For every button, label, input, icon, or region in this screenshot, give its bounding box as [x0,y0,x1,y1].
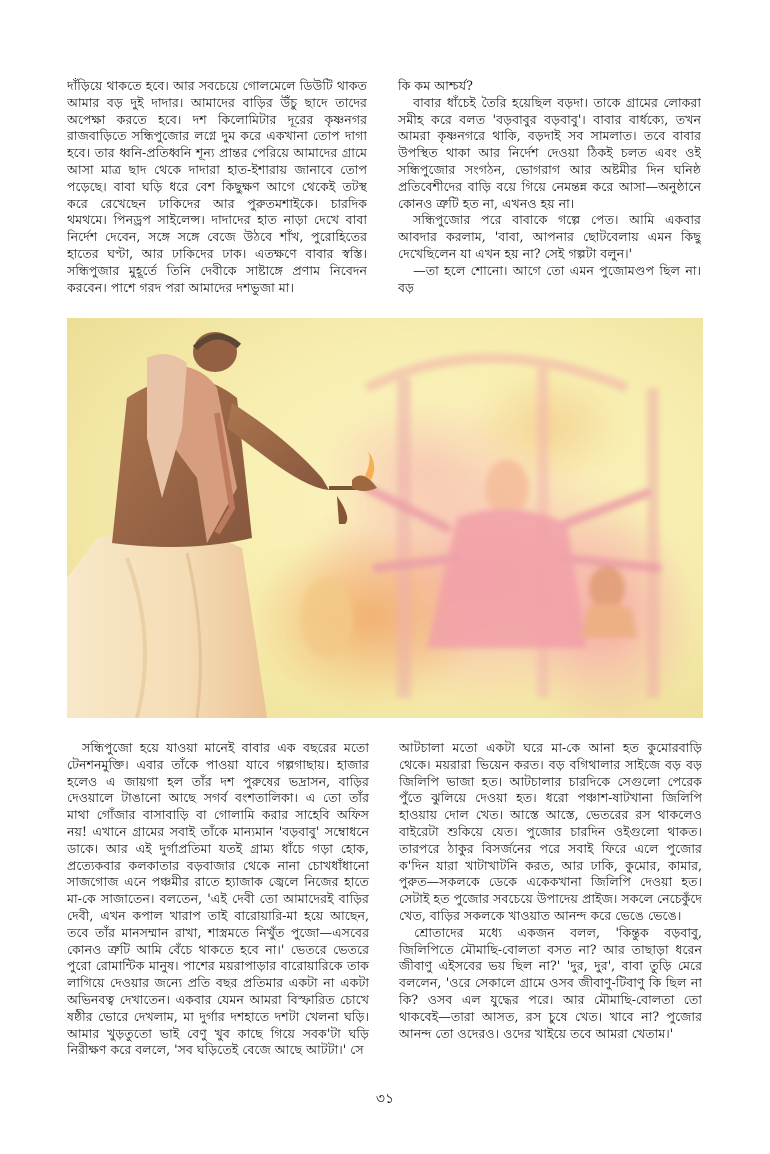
top-left-column [67,78,367,296]
paragraph: আটচালা মতো একটা ঘরে মা-কে আনা হত কুমোরবাড়ি থেকে। ময়রারা ভিয়েন করত। বড় বগিথালার সাইজে বড় বড় জিলিপি ভাজা হত। আটচালার চারদিকে সেগুলো পেরেক পুঁতে ঝুলিয়ে দেওয়া হত। ধরো পঞ্চাশ-ষাটখানা জিলিপি হাওয়ায় দোল খেত। আস্তে আস্তে, ভেতরের রস থাকলেও বাইরেটা শুকিয়ে যেত। পুজোর চারদিন ওইগুলো থাকত। তারপরে ঠাকুর বিসর্জনের পরে সবাই ফিরে এলে পুজোর ক'দিন যারা খাটাখাটনি করত, আর ঢাকি, কুমোর, কামার, পুরুত—সকলকে ডেকে একেকখানা জিলিপি দেওয়া হত। সেটাই হত পুজোর সবচেয়ে উপাদেয় প্রাইজ। সকলে নেচেকুঁদে খেত, বাড়ির সকলকে খাওয়াত আনন্দ করে ভেঙে ভেঙে। [399,740,702,923]
paragraph: দাঁড়িয়ে থাকতে হবে। আর সবচেয়ে গোলমেলে ডিউটি থাকত আমার বড় দুই দাদার। আমাদের বাড়ির উঁচু ছাদে তাদের অপেক্ষা করতে হবে। দশ কিলোমিটার দূরের কৃষ্ণনগর রাজবাড়িতে সন্ধিপুজোর লগ্নে দুম করে একখানা তোপ দাগা হবে। তার ধ্বনি-প্রতিধ্বনি শূন্য প্রান্তর পেরিয়ে আমাদের গ্রামে আসা মাত্র ছাদ থেকে দাদারা হাত-ইশারায় জানাবে তোপ পড়েছে। বাবা ঘড়ি ধরে বেশ কিছুক্ষণ আগে থেকেই তটস্থ করে রেখেছেন ঢাকিদের আর পুরুতমশাইকে। চারদিক থমথমে। পিনড্রপ সাইলেন্স। দাদাদের হাত নাড়া দেখে বাবা নির্দেশ দেবেন, সঙ্গে সঙ্গে বেজে উঠবে শাঁখ, পুরোহিতের হাতের ঘণ্টা, আর ঢাকিদের ঢাক। এতক্ষণে বাবার স্বস্তি। সন্ধিপুজার মুহূর্তে তিনি দেবীকে সাষ্টাঙ্গে প্রণাম নিবেদন করবেন। পাশে গরদ পরা আমাদের দশভুজা মা। [67,78,367,295]
paragraph: শ্রোতাদের মধ্যে একজন বলল, 'কিন্তুক বড়বাবু, জিলিপিতে মৌমাছি-বোলতা বসত না? আর তাছাড়া ধরেন জীবাণু এইসবের ভয় ছিল না?' 'দুর, দুর', বাবা তুড়ি মেরে বললেন, 'ওরে সেকালে গ্রামে ওসব জীবাণু-টিবাণু কি ছিল না কি? ওসব এল যুদ্ধের পরে। আর মৌমাছি-বোলতা তো থাকবেই—তারা আসত, রস চুষে খেত। খাবে না? পুজোর আনন্দ তো ওদেরও। ওদের খাইয়ে তবে আমরা খেতাম।' [399,924,702,1041]
durga-puja-illustration [67,318,703,718]
paragraph: সন্ধিপুজোর পরে বাবাকে গল্পে পেত। আমি একবার আবদার করলাম, 'বাবা, আপনার ছোটবেলায় এমন কিছু দেখেছিলেন যা এখন হয় না? সেই গল্পটা বলুন।' [398,212,701,261]
paragraph: —তা হলে শোনো। আগে তো এমন পুজোমণ্ডপ ছিল না। বড় [398,262,701,295]
paragraph: বাবার ধাঁচেই তৈরি হয়েছিল বড়দা। তাকে গ্রামের লোকরা সমীহ করে বলত 'বড়বাবুর বড়বাবু'। বাবার বার্ধক্যে, তখন আমরা কৃষ্ণনগরে থাকি, বড়দাই সব সামলাত। তবে বাবার উপস্থিত থাকা আর নির্দেশ দেওয়া ঠিকই চলত এবং ওই সন্ধিপুজোর সংগঠন, ভোগরাগ আর অষ্টমীর দিন ঘনিষ্ঠ প্রতিবেশীদের বাড়ি বয়ে গিয়ে নেমন্তন্ন করে আসা—অনুষ্ঠানে কোনও ত্রুটি হত না, এখনও হয় না। [398,94,701,211]
top-right-column [398,78,701,296]
paragraph: সন্ধিপুজো হয়ে যাওয়া মানেই বাবার এক বছরের মতো টেনশনমুক্তি। এবার তাঁকে পাওয়া যাবে গল্পগাছায়। হাজার হলেও এ জায়গা হল তাঁর দশ পুরুষের ভদ্রাসন, বাড়ির দেওয়ালে টাঙানো আছে সগর্ব বংশতালিকা। এ তো তাঁর মাথা গোঁজার বাসাবাড়ি বা গোলামি করার সাহেবি অফিস নয়! এখানে গ্রামের সবাই তাঁকে মান্যমান 'বড়বাবু' সম্বোধনে ডাকে। আর এই দুর্গাপ্রতিমা যতই গ্রাম্য ধাঁচে গড়া হোক, প্রত্যেকবার কলকাতার বড়বাজার থেকে নানা চোখধাঁধানো সাজগোজ এনে পঞ্চমীর রাতে হ্যাজাক জ্বেলে নিজের হাতে মা-কে সাজাতেন। বলতেন, 'এই দেবী তো আমাদেরই বাড়ির দেবী, এখন কপাল খারাপ তাই বারোয়ারি-মা হয়ে আছেন, তবে তাঁর মানসম্মান রাখা, শাস্ত্রমতে নিখুঁত পুজো—এসবের কোনও ত্রুটি আমি বেঁচে থাকতে হবে না।' ভেতরে ভেতরে পুরো রোমান্টিক মানুষ। পাশের ময়রাপাড়ার বারোয়ারিকে তাক লাগিয়ে দেওয়ার জন্যে প্রতি বছর প্রতিমার একটা না একটা অভিনবত্ব দেখাতেন। একবার যেমন আমরা বিস্ফারিত চোখে ষষ্ঠীর ভোরে দেখলাম, মা দুর্গার দশহাতে দশটা খেলনা ঘড়ি। আমার খুড়তুতো ভাই বেণু খুব কাছে গিয়ে সবক'টা ঘড়ি নিরীক্ষণ করে বললে, 'সব ঘড়িতেই বেজে আছে আটটা।' সে [67,740,369,1058]
page-number: ৩১ [375,1091,395,1107]
bottom-right-column [399,740,702,1042]
durga-puja-priest-icon [67,318,703,718]
bottom-left-column [67,740,369,1059]
paragraph: কি কম আশ্চর্য? [398,78,473,93]
